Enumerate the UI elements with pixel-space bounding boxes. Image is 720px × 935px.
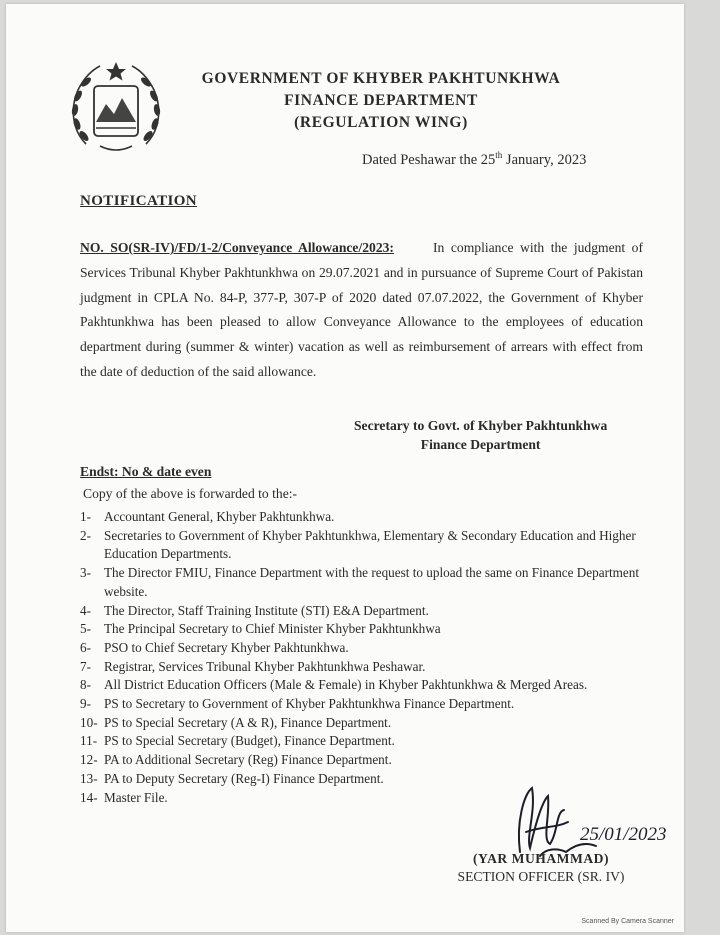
- endorsement-line: Endst: No & date even: [80, 464, 212, 479]
- date-superscript: th: [495, 150, 503, 160]
- list-item: [80, 602, 643, 621]
- list-item: [80, 527, 643, 564]
- copy-intro: Copy of the above is forwarded to the:-: [83, 486, 298, 501]
- officer-block: [446, 850, 636, 886]
- list-number: 4-: [80, 602, 91, 618]
- list-item: [80, 732, 643, 751]
- officer-designation: SECTION OFFICER (SR. IV): [457, 869, 625, 884]
- list-number: 6-: [80, 639, 91, 655]
- list-number: 2-: [80, 527, 91, 543]
- notification-title: NOTIFICATION: [80, 193, 198, 209]
- list-item: [80, 676, 643, 695]
- document-page: [6, 4, 684, 932]
- list-text: Accountant General, Khyber Pakhtunkhwa.: [104, 509, 335, 524]
- list-number: 1-: [80, 509, 91, 524]
- list-text: PSO to Chief Secretary Khyber Pakhtunkhwa.: [104, 639, 349, 655]
- list-item: [80, 714, 643, 733]
- list-text: PS to Special Secretary (A & R), Finance Department.: [104, 714, 392, 730]
- list-text: PS to Secretary to Government of Khyber Pakhtunkhwa Finance Department.: [104, 696, 515, 712]
- list-number: 9-: [80, 696, 91, 712]
- list-item: [80, 751, 643, 770]
- date-suffix: January, 2023: [502, 151, 587, 168]
- list-number: 13-: [80, 770, 98, 786]
- list-item: [80, 508, 643, 527]
- signatory-title: Secretary to Govt. of Khyber Pakhtunkhwa: [354, 418, 608, 433]
- header-government: GOVERNMENT OF KHYBER PAKHTUNKHWA: [201, 70, 561, 87]
- list-number: 5-: [80, 621, 91, 637]
- list-number: 12-: [80, 752, 98, 768]
- header-wing: (REGULATION WING): [294, 114, 468, 131]
- list-text: Master File.: [104, 789, 168, 805]
- list-number: 14-: [80, 789, 98, 805]
- officer-name: (YAR MUHAMMAD): [473, 851, 609, 866]
- list-item: [80, 564, 643, 601]
- list-text: PA to Deputy Secretary (Reg-I) Finance Department.: [104, 770, 384, 786]
- list-item: [80, 639, 643, 658]
- distribution-list: [80, 508, 643, 807]
- list-item: [80, 658, 643, 677]
- notification-reference: NO. SO(SR-IV)/FD/1-2/Conveyance Allowance/2023:: [80, 240, 394, 255]
- list-number: 10-: [80, 714, 98, 730]
- list-text: The Director FMIU, Finance Department with the request to upload the same on Finance Department website.: [104, 565, 640, 599]
- signature-date: 25/01/2023: [580, 824, 667, 845]
- scanner-watermark: Scanned By Camera Scanner: [581, 918, 674, 925]
- list-text: PS to Special Secretary (Budget), Finance Department.: [104, 733, 395, 749]
- list-text: PA to Additional Secretary (Reg) Finance Department.: [104, 752, 392, 768]
- list-text: The Director, Staff Training Institute (STI) E&A Department.: [104, 602, 429, 618]
- list-text: Registrar, Services Tribunal Khyber Pakhtunkhwa Peshawar.: [104, 658, 426, 674]
- list-number: 3-: [80, 565, 91, 581]
- list-number: 7-: [80, 658, 91, 674]
- date-line: [362, 150, 586, 169]
- list-item: [80, 620, 643, 639]
- list-number: 11-: [80, 733, 98, 749]
- list-text: The Principal Secretary to Chief Minister Khyber Pakhtunkhwa: [104, 621, 441, 637]
- government-emblem-icon: [64, 56, 168, 160]
- date-prefix: Dated Peshawar the 25: [362, 151, 496, 168]
- list-item: [80, 695, 643, 714]
- header-department: FINANCE DEPARTMENT: [284, 92, 478, 109]
- list-text: Secretaries to Government of Khyber Pakhtunkhwa, Elementary & Secondary Education and Higher Education Departments.: [104, 527, 636, 562]
- list-number: 8-: [80, 677, 91, 693]
- signatory-block: [354, 416, 607, 454]
- list-text: All District Education Officers (Male & Female) in Khyber Pakhtunkhwa & Merged Areas.: [104, 677, 588, 693]
- signatory-department: Finance Department: [420, 437, 541, 452]
- notification-text: In compliance with the judgment of Services Tribunal Khyber Pakhtunkhwa on 29.07.2021 and in pursuance of Supreme Court of Pakistan judgment in CPLA No. 84-P, 377-P, 307-P of 2020 dated 07.07.2022, the Government of Khyber Pakhtunkhwa has been pleased to allow Conveyance Allowance to the employees of education department during (summer & winter) vacation as well as reimbursement of arrears with effect from the date of deduction of the said allowance.: [80, 240, 644, 379]
- notification-body: [80, 236, 643, 385]
